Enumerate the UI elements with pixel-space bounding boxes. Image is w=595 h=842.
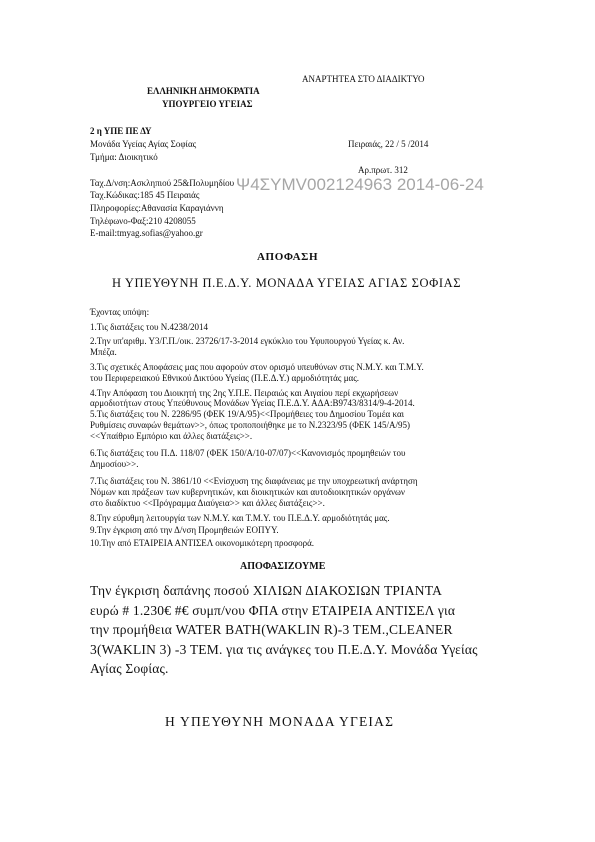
document-title: ΑΠΟΦΑΣΗ xyxy=(257,251,319,263)
address: Ταχ.Δ/νση:Ασκληπιού 25&Πολυμηδίου xyxy=(90,178,235,188)
contact-person: Πληροφορίες:Αθανασία Καραγιάννη xyxy=(90,203,224,213)
decision-heading: ΑΠΟΦΑΣΙΖΟΥΜΕ xyxy=(240,561,326,572)
list-item: 6.Τις διατάξεις του Π.Δ. 118/07 (ΦΕΚ 150/Α/10-07/07)<<Κανονισμός προμηθειών του xyxy=(90,448,406,458)
ada-watermark: Ψ4ΣΥΜV002124963 2014-06-24 xyxy=(236,175,484,194)
decision-line: Την έγκριση δαπάνης ποσού ΧΙΛΙΩΝ ΔΙΑΚΟΣΙΩΝ ΤΡΙΑΝΤΑ xyxy=(90,583,443,598)
list-item: <<Υπαίθριο Εμπόριο και άλλες διατάξεις>>. xyxy=(90,431,253,441)
org-name: ΕΛΛΗΝΙΚΗ ΔΗΜΟΚΡΑΤΙΑ xyxy=(147,86,260,96)
email-address: E-mail:tmyag.sofias@yahoo.gr xyxy=(90,228,203,238)
considering-label: Έχοντας υπόψη: xyxy=(90,307,150,317)
list-item: 3.Τις σχετικές Αποφάσεις μας που αφορούν στον ορισμό υπευθύνων στις Ν.Μ.Υ. και Τ.Μ.Υ. xyxy=(90,362,424,372)
list-item: του Περιφερειακού Εθνικού Δικτύου Υγείας (Π.Ε.Δ.Υ.) αρμοδιότητάς μας. xyxy=(90,373,360,383)
ministry-name: ΥΠΟΥΡΓΕΙΟ ΥΓΕΙΑΣ xyxy=(162,99,253,109)
department: Τμήμα: Διοικητικό xyxy=(90,152,158,162)
list-item: Δημοσίου>>. xyxy=(90,459,139,469)
list-item: Μπέζα. xyxy=(90,347,117,357)
list-item: 1.Τις διατάξεις του Ν.4238/2014 xyxy=(90,322,208,332)
decision-line: 3(WAKLIN 3) -3 TEM. για τις ανάγκες του Π.Ε.Δ.Υ. Μονάδα Υγείας xyxy=(90,642,478,657)
signature-title: Η ΥΠΕΥΘΥΝΗ ΜΟΝΑΔΑ ΥΓΕΙΑΣ xyxy=(165,714,395,729)
list-item: 8.Την εύρυθμη λειτουργία των Ν.Μ.Υ. και Τ.Μ.Υ. του Π.Ε.Δ.Υ. αρμοδιότητάς μας. xyxy=(90,513,390,523)
postal-code: Ταχ.Κώδικας:185 45 Πειραιάς xyxy=(90,190,200,200)
list-item: 2.Την υπ'αριθμ. Υ3/Γ.Π./οικ. 23726/17-3-2014 εγκύκλιο του Υφυπουργού Υγείας κ. Αν. xyxy=(90,336,405,346)
authority-name: 2 η ΥΠΕ ΠΕ ΔΥ xyxy=(90,126,152,136)
list-item: 5.Τις διατάξεις του Ν. 2286/95 (ΦΕΚ 19/Α/95)<<Προμήθειες του Δημοσίου Τομέα και xyxy=(90,409,405,419)
posting-note: ΑΝΑΡΤΗΤΕΑ ΣΤΟ ΔΙΑΔΙΚΤΥΟ xyxy=(302,74,425,84)
list-item: 9.Την έγκριση από την Δ/νση Προμηθειών ΕΟΠΥΥ. xyxy=(90,525,279,535)
list-item: Ρυθμίσεις συναφών θεμάτων>>, όπως τροποποιήθηκε με το Ν.2323/95 (ΦΕΚ 145/Α/95) xyxy=(90,420,411,430)
phone-fax: Τηλέφωνο-Φαξ:210 4208055 xyxy=(90,216,196,226)
decision-line: Αγίας Σοφίας. xyxy=(90,661,169,676)
issuer-heading: Η ΥΠΕΥΘΥΝΗ Π.Ε.Δ.Υ. ΜΟΝΑΔΑ ΥΓΕΙΑΣ ΑΓΙΑΣ ΣΟΦΙΑΣ xyxy=(112,276,462,290)
decision-line: ευρώ # 1.230€ #€ συμπ/νου ΦΠΑ στην ΕΤΑΙΡΕΙΑ ΑΝΤΙΣΕΛ για xyxy=(90,603,456,618)
list-item: 4.Την Απόφαση του Διοικητή της 2ης Υ.Π.Ε. Πειραιώς και Αιγαίου περί εκχωρήσεων xyxy=(90,388,399,398)
list-item: 7.Τις διατάξεις του Ν. 3861/10 <<Ενίσχυση της διαφάνειας με την υποχρεωτική ανάρτηση xyxy=(90,476,418,486)
decision-line: την προμήθεια WATER BATH(WAKLIN R)-3 TEM.,CLEANER xyxy=(90,622,453,637)
list-item: 10.Την από ΕΤΑΙΡΕΙΑ ΑΝΤΙΣΕΛ οικονομικότερη προσφορά. xyxy=(90,538,315,548)
unit-name: Μονάδα Υγείας Αγίας Σοφίας xyxy=(90,139,197,149)
list-item: αρμοδιοτήτων στους Υπεύθυνους Μονάδων Υγείας Π.Ε.Δ.Υ. ΑΔΑ:Β9743/8314/9-4-2014. xyxy=(90,398,415,408)
list-item: στο διαδίκτυο <<Πρόγραμμα Διαύγεια>> και άλλες διατάξεις>>. xyxy=(90,498,325,508)
list-item: Νόμων και πράξεων των κυβερνητικών, και διοικητικών και αυτοδιοικητικών οργάνων xyxy=(90,487,406,497)
protocol-number: Αρ.πρωτ. 312 xyxy=(358,165,408,175)
date-line: Πειραιάς, 22 / 5 /2014 xyxy=(348,139,429,149)
